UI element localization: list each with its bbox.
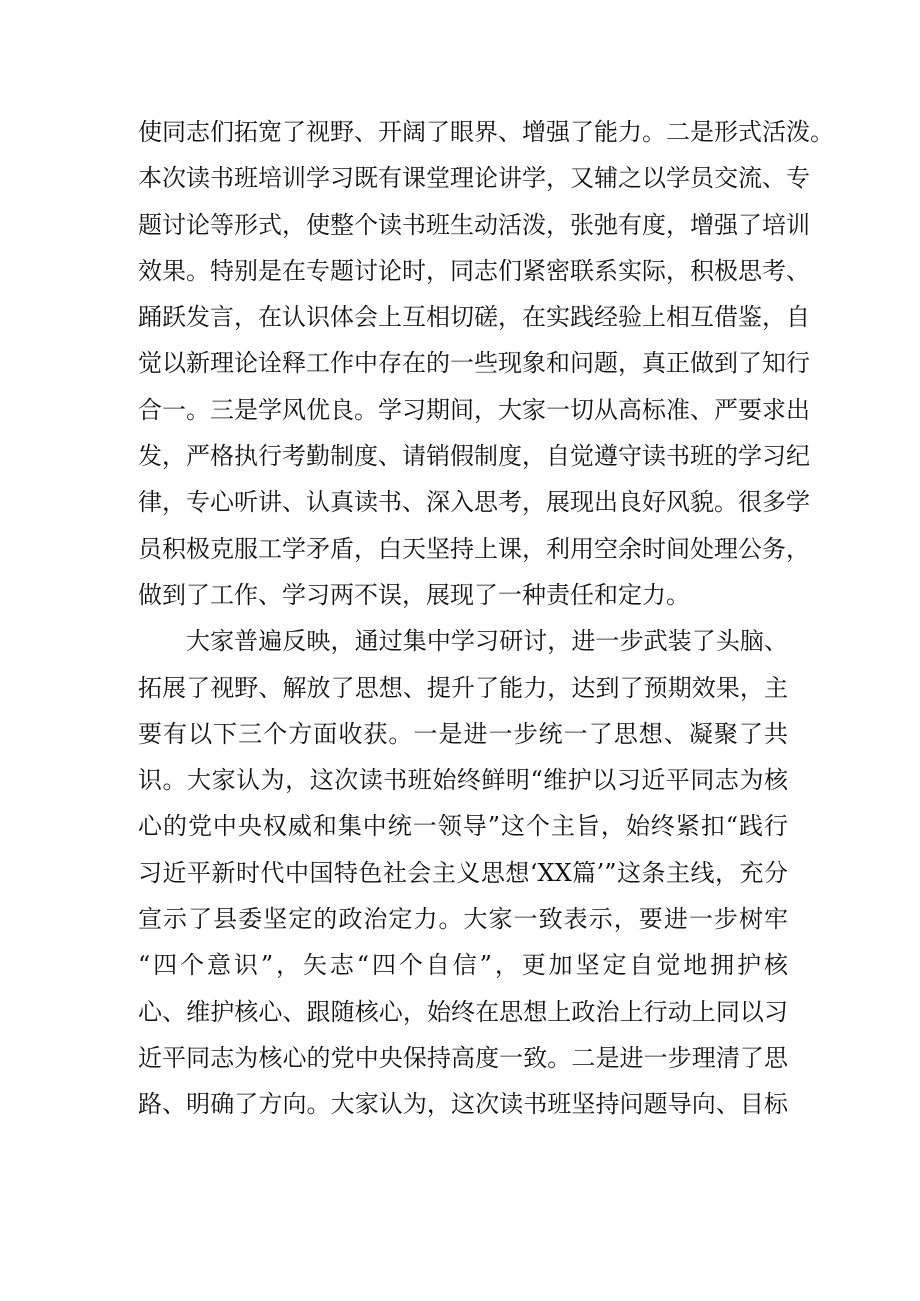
paragraph-2 — [138, 618, 788, 1127]
text-line: 心的党中央权威和集中统一领导”这个主旨，始终紧扣“践行 — [138, 812, 788, 841]
text-line: 本次读书班培训学习既有课堂理论讲学，又辅之以学员交流、专 — [138, 164, 810, 193]
text-line: 觉以新理论诠释工作中存在的一些现象和问题，真正做到了知行 — [138, 349, 810, 378]
text-line: 宣示了县委坚定的政治定力。大家一致表示，要进一步树牢 — [138, 905, 788, 934]
text-line: 要有以下三个方面收获。一是进一步统一了思想、凝聚了共 — [138, 719, 788, 748]
text-line: 近平同志为核心的党中央保持高度一致。二是进一步理清了思 — [138, 1043, 788, 1072]
text-line: 路、明确了方向。大家认为，这次读书班坚持问题导向、目标 — [138, 1090, 788, 1119]
text-line: 踊跃发言，在认识体会上互相切磋，在实践经验上相互借鉴，自 — [138, 303, 810, 332]
text-line: 员积极克服工学矛盾，白天坚持上课，利用空余时间处理公务， — [138, 534, 810, 563]
text-line: 拓展了视野、解放了思想、提升了能力，达到了预期效果，主 — [138, 673, 788, 702]
text-line: 发，严格执行考勤制度、请销假制度，自觉遵守读书班的学习纪 — [138, 442, 810, 471]
text-line: 大家普遍反映，通过集中学习研讨，进一步武装了头脑、 — [186, 627, 788, 656]
text-line: 做到了工作、学习两不误，展现了一种责任和定力。 — [138, 580, 690, 609]
text-line: 心、维护核心、跟随核心，始终在思想上政治上行动上同以习 — [138, 997, 788, 1026]
text-line: 效果。特别是在专题讨论时，同志们紧密联系实际，积极思考、 — [138, 256, 810, 285]
text-line: 合一。三是学风优良。学习期间，大家一切从高标准、严要求出 — [138, 395, 810, 424]
paragraph-1 — [138, 109, 834, 618]
text-line: 使同志们拓宽了视野、开阔了眼界、增强了能力。二是形式活泼。 — [138, 118, 834, 146]
text-line: 识。大家认为，这次读书班始终鲜明“维护以习近平同志为核 — [138, 766, 788, 795]
text-line: 习近平新时代中国特色社会主义思想‘XX篇’”这条主线，充分 — [138, 858, 788, 887]
text-line: “四个意识”，矢志“四个自信”，更加坚定自觉地拥护核 — [138, 951, 788, 980]
text-line: 题讨论等形式，使整个读书班生动活泼，张弛有度，增强了培训 — [138, 210, 810, 239]
body-text — [138, 109, 834, 1128]
text-line: 律，专心听讲、认真读书、深入思考，展现出良好风貌。很多学 — [138, 488, 810, 517]
